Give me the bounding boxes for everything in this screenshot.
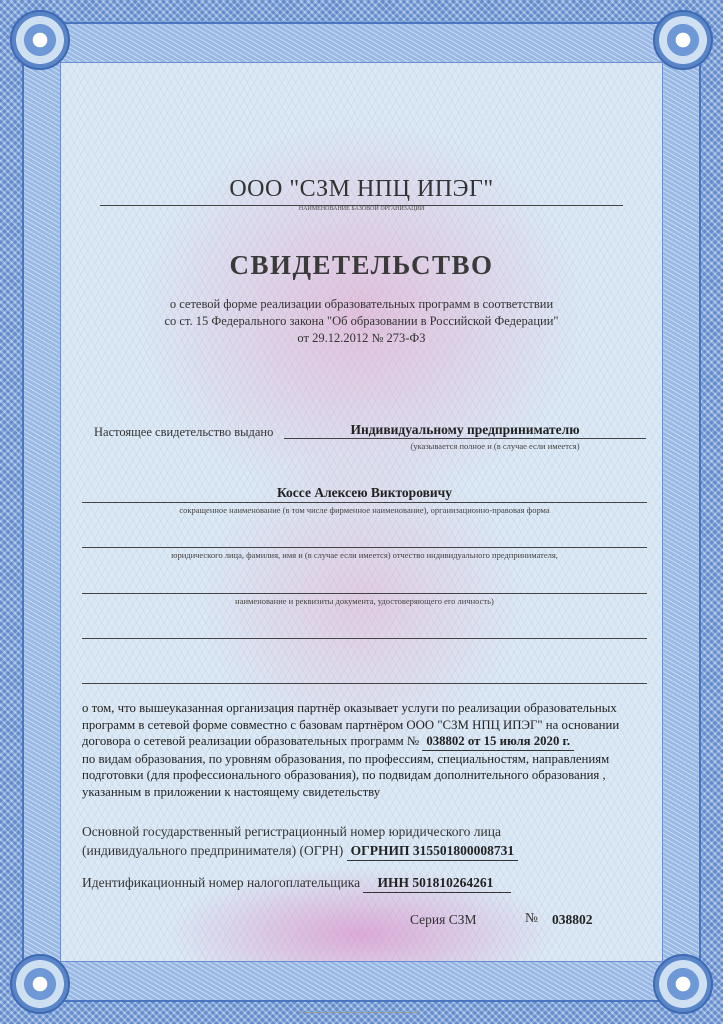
statement-line: программ в сетевой форме совместно с базовам партнёром ООО "СЗМ НПЦ ИПЭГ" на основании: [82, 717, 620, 732]
statement-paragraph: [82, 700, 657, 800]
recipient-name: Коссе Алексею Викторовичу: [276, 485, 453, 500]
organization-caption: НАИМЕНОВАНИЕ БАЗОВОЙ ОРГАНИЗАЦИИ: [298, 206, 425, 212]
blank-line: [82, 593, 647, 594]
issued-label: Настоящее свидетельство выдано: [94, 425, 274, 439]
document-title: СВИДЕТЕЛЬСТВО: [229, 250, 494, 280]
recipient-caption: юридического лица, фамилия, имя и (в случае если имеется) отчество индивидуального предпринимателя,: [171, 550, 558, 560]
issued-caption: (указывается полное и (в случае если имеется): [410, 441, 580, 451]
inn-value: ИНН 501810264261: [363, 873, 511, 893]
corner-ornament: [653, 10, 713, 70]
corner-ornament: [10, 10, 70, 70]
statement-line: [82, 733, 657, 751]
ogrn-label: (индивидуального предпринимателя) (ОГРН): [82, 843, 344, 858]
recipient-underline: [82, 502, 647, 503]
recipient-caption: сокращенное наименование (в том числе фирменное наименование), организационно-правовая форма: [179, 505, 550, 515]
serial-number: 038802: [552, 912, 593, 927]
issued-underline: [284, 438, 646, 439]
blank-line: [82, 547, 647, 548]
statement-line: указанным в приложении к настоящему свидетельству: [82, 784, 381, 799]
statement-line: подготовки (для профессионального образования), по подвидам дополнительного образования ,: [82, 768, 606, 782]
statement-line: о том, что вышеуказанная организация партнёр оказывает услуги по реализации образовательных: [82, 701, 617, 715]
ogrn-block: [82, 822, 652, 861]
contract-number: 038802 от 15 июля 2020 г.: [422, 733, 574, 751]
organization-name: ООО "СЗМ НПЦ ИПЭГ": [229, 176, 494, 202]
inn-row: [82, 873, 652, 893]
blank-line: [82, 638, 647, 639]
statement-line-prefix: договора о сетевой реализации образовательных программ №: [82, 734, 420, 748]
inn-label: Идентификационный номер налогоплательщика: [82, 875, 361, 890]
issued-value: Индивидуальному предпринимателю: [350, 422, 580, 437]
series-label: Серия СЗМ: [410, 912, 477, 927]
recipient-caption: наименование и реквизиты документа, удостоверяющего его личность): [235, 596, 494, 606]
corner-ornament: [10, 954, 70, 1014]
blank-line: [82, 683, 647, 684]
ogrn-label-line: Основной государственный регистрационный номер юридического лица: [82, 824, 501, 839]
statement-line: по видам образования, по уровням образования, по профессиям, специальностям, направлениям: [82, 751, 610, 766]
document-subtitle: [120, 296, 603, 347]
subtitle-line: от 29.12.2012 № 273-ФЗ: [297, 331, 426, 345]
subtitle-line: со ст. 15 Федерального закона "Об образовании в Российской Федерации": [164, 314, 559, 328]
ogrn-value: ОГРНИП 315501800008731: [347, 841, 518, 861]
corner-ornament: [653, 954, 713, 1014]
number-sign: №: [525, 910, 538, 925]
ogrn-row: [82, 841, 652, 861]
footer-line: [300, 1012, 420, 1013]
subtitle-line: о сетевой форме реализации образовательных программ в соответствии: [169, 297, 554, 311]
